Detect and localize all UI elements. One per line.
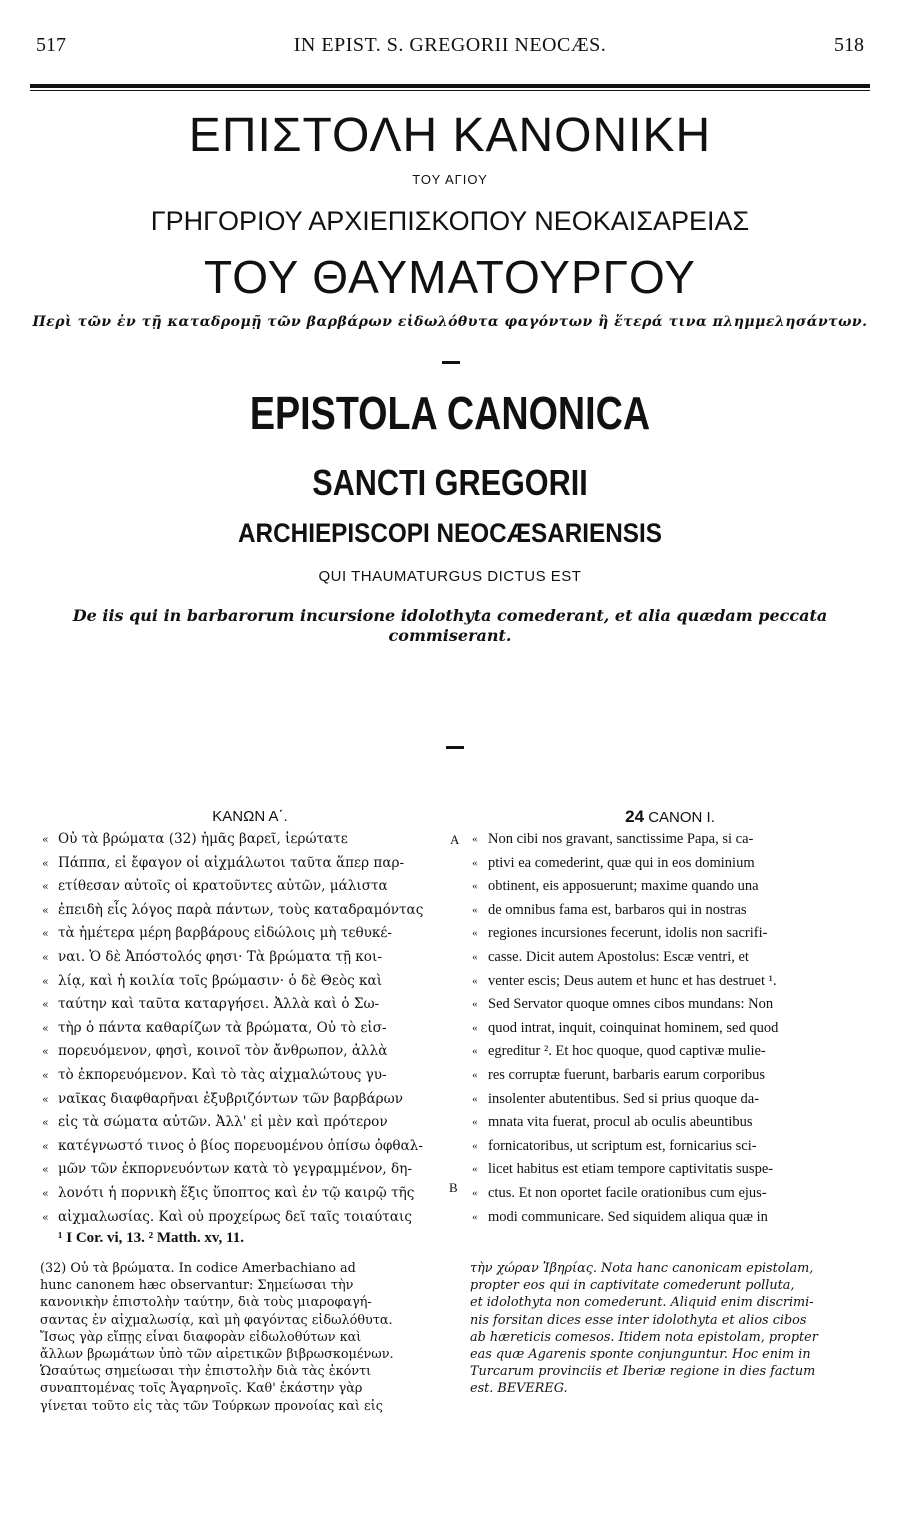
greek-text-line: « ετίθεσαν αὐτοῖς οἱ κρατοῦντες αὐτῶν, μάλιστα xyxy=(40,875,460,899)
greek-title: ΕΠΙΣΤΟΛΗ ΚΑΝΟΝΙΚΗ xyxy=(188,109,712,162)
note-line: Ἴσως γὰρ εἴπῃς εἶναι διαφορὰν εἰδωλοθύτων καὶ xyxy=(40,1329,362,1345)
note-line: Ὡσαύτως σημείωσαι τὴν ἐπιστολὴν διὰ τὰς ἐκόντι xyxy=(40,1364,372,1380)
greek-text-line: « λονότι ἡ πορνικὴ ἕξις ὕποπτος καὶ ἐν τῷ καιρῷ τῆς xyxy=(40,1182,460,1206)
separator-dash xyxy=(446,746,464,749)
greek-text-line: « αἰχμαλωσίας. Καὶ οὐ προχείρως δεῖ ταῖς τοιαύταις xyxy=(40,1206,460,1230)
latin-text-line: « ctus. Et non oportet facile orationibus cum ejus- xyxy=(470,1182,870,1206)
latin-text-line: « modi communicare. Sed siquidem aliqua quæ in xyxy=(470,1206,870,1230)
latin-text-line: « egreditur ². Et hoc quoque, quod captivæ mulie- xyxy=(470,1040,870,1064)
greek-text-line: « ἐπειδὴ εἷς λόγος παρὰ πάντων, τοὺς καταδραμόντας xyxy=(40,899,460,923)
greek-text-line: « Οὐ τὰ βρώματα (32) ἡμᾶς βαρεῖ, ἱερώτατε xyxy=(40,828,460,852)
margin-letter-b: B xyxy=(449,1180,458,1195)
note-line: et idolothyta non comederunt. Aliquid enim discrimi- xyxy=(470,1295,814,1311)
greek-text-line: « λίᾳ, καὶ ἡ κοιλία τοῖς βρώμασιν· ὁ δὲ Θεὸς καὶ xyxy=(40,970,460,994)
latin-text-column xyxy=(470,806,870,1229)
latin-text-lines xyxy=(470,828,870,1229)
latin-text-line: « quod intrat, inquit, coinquinat hominem, sed quod xyxy=(470,1017,870,1041)
note-line: κανονικὴν ἐπιστολὴν ταύτην, διὰ τοὺς μιαροφαγή- xyxy=(40,1295,372,1311)
latin-description: De iis qui in barbarorum incursione idolothyta comederant, et alia quædam peccata commiserant. xyxy=(72,606,828,645)
note-line: τὴν χώραν Ἰβηρίας. Nota hanc canonicam epistolam, xyxy=(470,1261,814,1276)
greek-text-line: « εἰς τὰ σώματα αὐτῶν. Ἀλλ' εἰ μὲν καὶ πρότερον xyxy=(40,1111,460,1135)
greek-text-line: « ναῖκας διαφθαρῆναι ἐξυβριζόντων τῶν βαρβάρων xyxy=(40,1088,460,1112)
latin-title: EPISTOLA CANONICA xyxy=(249,387,651,439)
note-line: Turcarum provinciis et Iberiæ regione in dies factum xyxy=(470,1364,816,1380)
separator-dash xyxy=(442,361,460,364)
latin-text-line: « res corruptæ fuerunt, barbaris earum corporibus xyxy=(470,1064,870,1088)
note-line: σαντας ἐν αἰχμαλωσίᾳ, καὶ μὴ φαγόντας εἰδωλόθυτα. xyxy=(40,1312,393,1328)
note-line: συναπτομένας τοῖς Ἀγαρηνοῖς. Καθ' ἑκάστην γὰρ xyxy=(40,1381,363,1397)
greek-subtitle-line-2: ΤΟΥ ΑΓΙΟΥ xyxy=(412,172,488,187)
greek-text-line: « κατέγνωστό τινος ὁ βίος πορευομένου ὀπίσω ὀφθαλ- xyxy=(40,1135,460,1159)
note-line: eas quæ Agarenis sponte conjunguntur. Hoc enim in xyxy=(470,1347,811,1363)
latin-text-line: « casse. Dicit autem Apostolus: Escæ ventri, et xyxy=(470,946,870,970)
latin-subtitle-line-2: SANCTI GREGORII xyxy=(312,462,588,503)
greek-text-line: « τὸ ἐκπορευόμενον. Καὶ τὸ τὰς αἰχμαλώτους γυ- xyxy=(40,1064,460,1088)
greek-text-line: « ταύτην καὶ ταῦτα καταργήσει. Ἀλλὰ καὶ ὁ Σω- xyxy=(40,993,460,1017)
column-folio-number: 24 xyxy=(625,807,645,826)
running-title: IN EPIST. S. GREGORII NEOCÆS. xyxy=(293,33,607,56)
latin-text-line: « Non cibi nos gravant, sanctissime Papa, si ca- xyxy=(470,828,870,852)
footnote-references: ¹ I Cor. vi, 13. ² Matth. xv, 11. xyxy=(58,1230,244,1246)
latin-text-line: « mnata vita fuerat, procul ab oculis abeuntibus xyxy=(470,1111,870,1135)
greek-commentary-note xyxy=(40,1260,450,1415)
latin-canon-heading: CANON I. xyxy=(648,809,715,826)
greek-subtitle-line-4: ΤΟΥ ΘΑΥΜΑΤΟΥΡΓΟΥ xyxy=(204,251,696,303)
latin-text-line: « obtinent, eis apposuerunt; maxime quando una xyxy=(470,875,870,899)
note-line: est. BEVEREG. xyxy=(470,1381,568,1397)
latin-subtitle-line-4: QUI THAUMATURGUS DICTUS EST xyxy=(318,568,582,585)
latin-text-line: « ptivi ea comederint, quæ qui in eos dominium xyxy=(470,852,870,876)
greek-text-column xyxy=(40,806,460,1229)
left-page-number: 517 xyxy=(36,33,66,56)
greek-description: Περὶ τῶν ἐν τῇ καταδρομῇ τῶν βαρβάρων εἰδωλόθυτα φαγόντων ἢ ἕτερά τινα πλημμελησάντων. xyxy=(32,314,868,330)
latin-text-line: « fornicatoribus, ut scriptum est, fornicarius sci- xyxy=(470,1135,870,1159)
latin-subtitle-line-3: ARCHIEPISCOPI NEOCÆSARIENSIS xyxy=(238,518,662,548)
greek-text-line: « Πάππα, εἰ ἔφαγον οἱ αἰχμάλωτοι ταῦτα ἅπερ παρ- xyxy=(40,852,460,876)
greek-canon-heading: ΚΑΝΩΝ Α΄. xyxy=(212,808,288,825)
latin-canon-heading-row xyxy=(470,806,870,828)
note-line: (32) Οὐ τὰ βρώματα. In codice Amerbachiano ad xyxy=(40,1261,356,1276)
latin-commentary-note xyxy=(470,1260,870,1398)
running-head xyxy=(36,30,864,60)
note-line: hunc canonem hæc observantur: Σημείωσαι τὴν xyxy=(40,1278,354,1294)
latin-text-line: « de omnibus fama est, barbaros qui in nostras xyxy=(470,899,870,923)
greek-text-lines xyxy=(40,828,460,1229)
greek-text-line: « ναι. Ὁ δὲ Ἀπόστολός φησι· Τὰ βρώματα τῇ κοι- xyxy=(40,946,460,970)
latin-text-line: « regiones incursiones fecerunt, idolis non sacrifi- xyxy=(470,922,870,946)
note-line: ab hæreticis comesos. Itidem nota epistolam, propter xyxy=(470,1329,818,1345)
greek-text-line: « μῶν τῶν ἐκπορνευόντων κατὰ τὸ γεγραμμένον, δη- xyxy=(40,1158,460,1182)
margin-letter-a: A xyxy=(450,832,460,847)
right-page-number: 518 xyxy=(833,33,864,56)
note-line: γίνεται τοῦτο εἰς τὰς τῶν Τούρκων προνοίας καὶ εἰς xyxy=(40,1398,383,1414)
greek-text-line: « πορευόμενον, φησὶ, κοινοῖ τὸν ἄνθρωπον, ἀλλὰ xyxy=(40,1040,460,1064)
latin-text-line: « venter escis; Deus autem et hunc et has destruet ¹. xyxy=(470,970,870,994)
note-line: propter eos qui in captivitate comederunt polluta, xyxy=(470,1278,795,1294)
greek-text-line: « τὰ ἡμέτερα μέρη βαρβάρους εἰδώλοις μὴ τεθυκέ- xyxy=(40,922,460,946)
greek-text-line: « τὴρ ὁ πάντα καθαρίζων τὰ βρώματα, Οὐ τὸ εἰσ- xyxy=(40,1017,460,1041)
latin-text-line: « licet habitus est etiam tempore captivitatis suspe- xyxy=(470,1158,870,1182)
latin-text-line: « insolenter abutentibus. Sed si prius quoque da- xyxy=(470,1088,870,1112)
note-line: nis forsitan dices esse inter idolothyta et alios cibos xyxy=(470,1312,807,1328)
greek-subtitle-line-3: ΓΡΗΓΟΡΙΟΥ ΑΡΧΙΕΠΙΣΚΟΠΟΥ ΝΕΟΚΑΙΣΑΡΕΙΑΣ xyxy=(150,206,750,236)
note-line: ἄλλων βρωμάτων ὑπὸ τῶν αἱρετικῶν βιβρωσκομένων. xyxy=(40,1347,394,1363)
latin-text-line: « Sed Servator quoque omnes cibos mundans: Non xyxy=(470,993,870,1017)
header-rule xyxy=(30,84,870,88)
